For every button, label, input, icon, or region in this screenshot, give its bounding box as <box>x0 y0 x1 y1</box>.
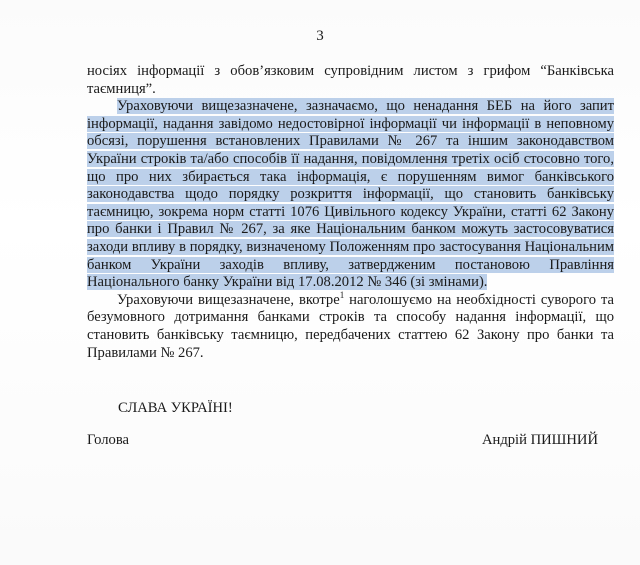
paragraph-final-rest: наголошуємо на необхідності суворого та безумовного дотримання банками строків та способу надання інформації, що становить банківську таємницю, передбачених статтею 62 Закону про банки та Правилами № 267. <box>87 291 614 361</box>
footnote-reference[interactable]: 1 <box>339 289 345 300</box>
paragraph-highlighted <box>87 98 614 292</box>
paragraph-continuation-text: носіях інформації з обов’язковим супровідним листом з грифом “Банківська таємниця”. <box>87 63 614 97</box>
paragraph-continuation <box>87 63 614 98</box>
signatory-position: Голова <box>87 432 130 448</box>
page-number: 3 <box>316 28 324 44</box>
paragraph-final-start: Ураховуючи вищезазначене, вкотре <box>117 291 340 308</box>
document-body <box>87 63 614 362</box>
signatory-name: Андрій ПИШНИЙ <box>481 432 598 448</box>
paragraph-final <box>87 289 614 362</box>
highlighted-selection: Ураховуючи вищезазначене, зазначаємо, що ненадання БЕБ на його запит інформації, надання завідомо недостовірної інформації чи інформації в неповному обсязі, порушення встановлених Правилами № 267 та іншим законодавством України строків та/або способів її надання, повідомлення третіх осіб стосовно того, що про них збирається така інформація, є порушенням вимог банківського законодавства щодо порядку розкриття інформації, що становить банківську таємницю, зокрема норм статті 1076 Цивільного кодексу України, статті 62 Закону про банки і Правил № 267, за яке Національним банком можуть застосовуватися заходи впливу в порядку, визначеному Положенням про застосування Національним банком України заходів впливу, затвердженим постановою Правління Національного банку України від 17.08.2012 № 346 (зі змінами). <box>87 98 614 291</box>
closing-slogan: СЛАВА УКРАЇНІ! <box>118 400 233 416</box>
